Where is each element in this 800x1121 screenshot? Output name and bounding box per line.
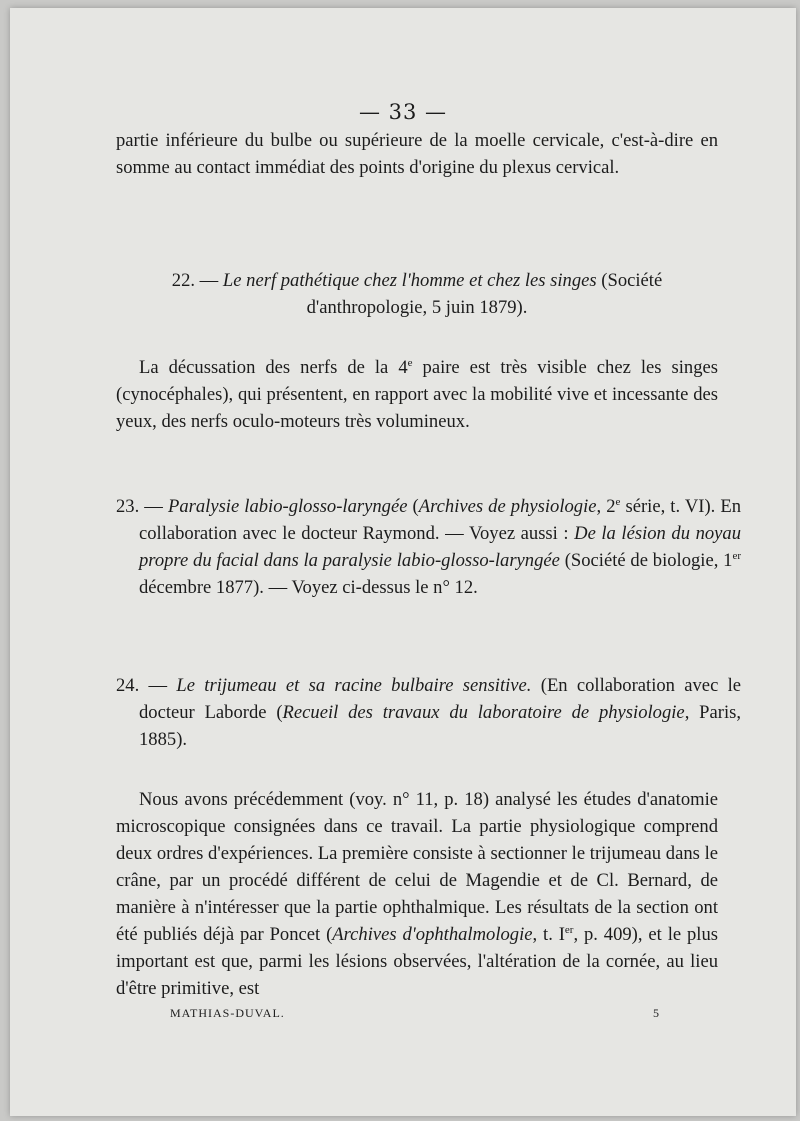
paragraph-text: partie inférieure du bulbe ou supérieure de la moelle cervicale, c'est-à-dire en somme au contact immédiat des points d'origine du plexus cervical.: [116, 130, 718, 178]
sheet-number: 5: [653, 1006, 660, 1020]
printer-signature: MATHIAS-DUVAL.: [170, 1006, 285, 1020]
paragraph-continuation: [116, 127, 718, 181]
superscript: e: [407, 356, 413, 369]
journal-title: Archives de physiologie: [418, 496, 597, 517]
item-number: 22. —: [171, 270, 219, 291]
page-footer: [170, 1006, 660, 1021]
journal-title: Archives d'ophthalmologie: [332, 924, 533, 945]
page-number: — 33 —: [358, 100, 448, 124]
item-title: Le trijumeau et sa racine bulbaire sensitive.: [176, 675, 532, 696]
bibliography-item-22: [116, 267, 718, 321]
item-subtitle: De la lésion du noyau propre du facial dans la paralysie labio-glosso-laryngée: [139, 523, 742, 571]
item-reference: (Société d'anthropologie, 5 juin 1879).: [306, 270, 663, 318]
superscript: er: [564, 923, 574, 936]
paragraph-text: paire est très visible chez les singes (cynocéphales), qui présentent, en rapport avec la mobilité vive et incessante des yeux, des nerfs oculo-moteurs très volumineux.: [116, 357, 718, 432]
paragraph-text: La décussation des nerfs de la 4: [139, 357, 408, 378]
superscript: er: [732, 549, 741, 562]
item-title: Paralysie labio-glosso-laryngée: [167, 496, 408, 517]
item-number: 23. —: [116, 496, 163, 517]
journal-title: Recueil des travaux du laboratoire de physiologie: [282, 702, 685, 723]
paragraph-item-24: Nous avons précédemment (voy. n° 11, p. 18) analysé les études d'anatomie microscopique consignées dans ce travail. La partie physiologique comprend deux ordres d'expériences. La première consiste à sectionner le trijumeau dans le crâne, par un procédé différent de celui de Magendie et de Cl. Bernard, de manière à n'intéresser que la partie ophthalmique. Les résultats de la section ont été publiés déjà par Poncet (Archives d'ophthalmologie, t. Ier, p. 409), et le plus important est que, parmi les lésions observées, l'altération de la cornée, au lieu d'être primitive, est: [116, 789, 718, 999]
document-page: [10, 8, 796, 1116]
paragraph-item-22: [116, 354, 718, 435]
item-number: 24. —: [116, 675, 168, 696]
superscript: e: [615, 495, 621, 508]
item-title: Le nerf pathétique chez l'homme et chez les singes: [222, 270, 597, 291]
bibliography-item-23: 23. — Paralysie labio-glosso-laryngée (Archives de physiologie, 2e série, t. VI). En collaboration avec le docteur Raymond. — Voyez aussi : De la lésion du noyau propre du facial dans la paralysie labio-glosso-laryngée (Société de biologie, 1er décembre 1877). — Voyez ci-dessus le n° 12.: [116, 495, 742, 598]
bibliography-item-24: 24. — Le trijumeau et sa racine bulbaire sensitive. (En collaboration avec le docteur Laborde (Recueil des travaux du laboratoire de physiologie, Paris, 1885).: [116, 675, 742, 750]
